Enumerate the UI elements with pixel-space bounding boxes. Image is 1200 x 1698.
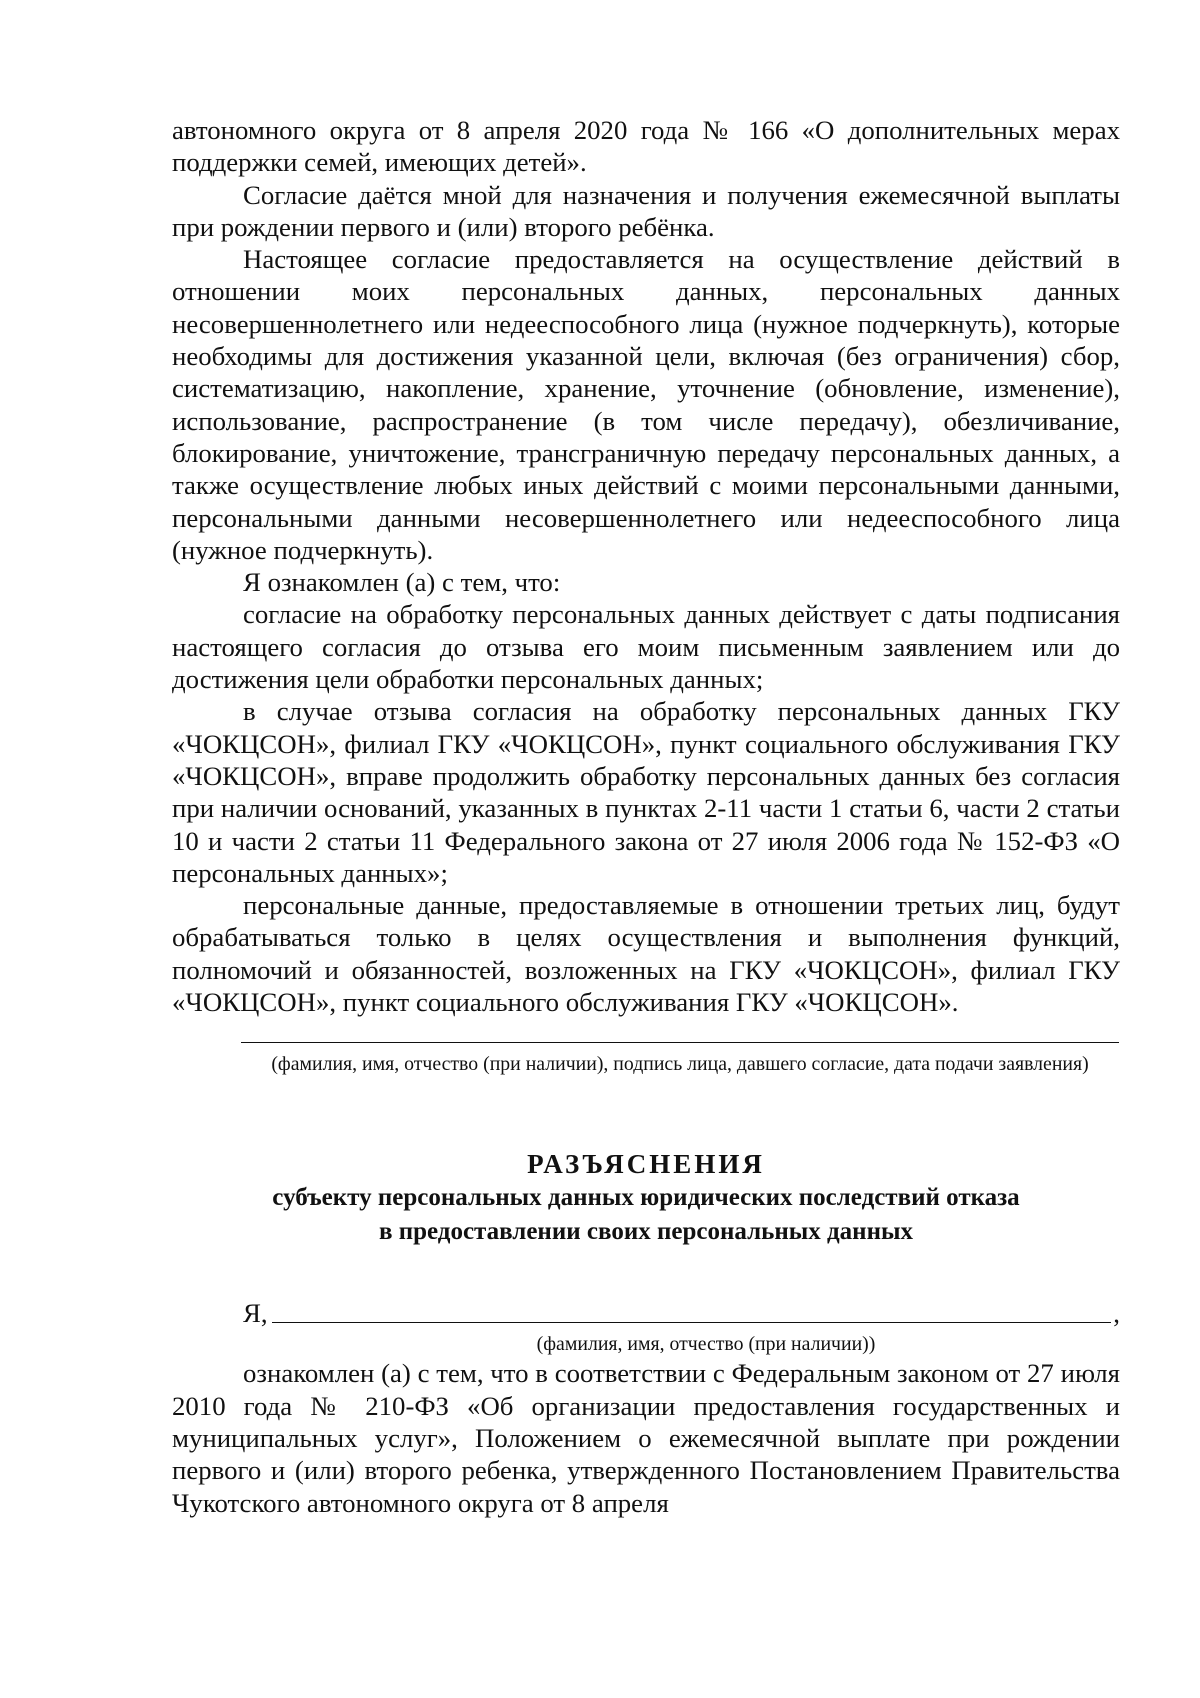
explanation-section <box>172 1147 1120 1518</box>
explanation-heading <box>172 1147 1120 1249</box>
applicant-name-blank <box>272 1322 1112 1323</box>
consent-paragraph: согласие на обработку персональных данных действует с даты подписания настоящего согласия до отзыва его моим письменным заявлением или до достижения цели обработки персональных данных; <box>172 599 1120 695</box>
explanation-paragraph: ознакомлен (а) с тем, что в соответствии с Федеральным законом от 27 июля 2010 года № 210-ФЗ «Об организации предоставления государственных и муниципальных услуг», Положением о ежемесячной выплате при рождении первого и (или) второго ребенка, утвержденного Постановлением Правительства Чукотского автономного округа от 8 апреля <box>172 1358 1120 1518</box>
signature-block <box>241 1042 1119 1077</box>
consent-paragraph: Согласие даётся мной для назначения и получения ежемесячной выплаты при рождении первого и (или) второго ребёнка. <box>172 179 1120 242</box>
consent-section <box>172 114 1120 1077</box>
document-title: РАЗЪЯСНЕНИЯ <box>527 1149 765 1180</box>
applicant-caption: (фамилия, имя, отчество (при наличии)) <box>536 1333 876 1356</box>
document-content <box>172 114 1120 1519</box>
consent-paragraph: Настоящее согласие предоставляется на осуществление действий в отношении моих персональных данных, персональных данных несовершеннолетнего или недееспособного лица (нужное подчеркнуть), которые необходимы для достижения указанной цели, включая (без ограничения) сбор, систематизацию, накопление, хранение, уточнение (обновление, изменение), использование, распространение (в том числе передачу), обезличивание, блокирование, уничтожение, трансграничную передачу персональных данных, а также осуществление любых иных действий с моими персональными данными, персональными данными несовершеннолетнего или недееспособного лица (нужное подчеркнуть). <box>172 244 1120 565</box>
consent-paragraph: Я ознакомлен (а) с тем, что: <box>243 567 561 598</box>
consent-paragraph: персональные данные, предоставляемые в отношении третьих лиц, будут обрабатываться только в целях осуществления и выполнения функций, полномочий и обязанностей, возложенных на ГКУ «ЧОКЦСОН», филиал ГКУ «ЧОКЦСОН», пункт социального обслуживания ГКУ «ЧОКЦСОН». <box>172 890 1120 1018</box>
document-subtitle-line-1: субъекту персональных данных юридических последствий отказа <box>272 1184 1020 1212</box>
document-subtitle-line-2: в предоставлении своих персональных данных <box>378 1218 913 1246</box>
signature-line <box>241 1042 1119 1043</box>
applicant-prefix: Я, <box>243 1298 268 1329</box>
applicant-suffix: , <box>1113 1298 1120 1329</box>
consent-paragraph: в случае отзыва согласия на обработку персональных данных ГКУ «ЧОКЦСОН», филиал ГКУ «ЧОКЦСОН», пункт социального обслуживания ГКУ «ЧОКЦСОН», вправе продолжить обработку персональных данных без согласия при наличии оснований, указанных в пунктах 2-11 части 1 статьи 6, части 2 статьи 10 и части 2 статьи 11 Федерального закона от 27 июля 2006 года № 152-ФЗ «О персональных данных»; <box>172 696 1120 888</box>
signature-caption: (фамилия, имя, отчество (при наличии), подпись лица, давшего согласие, дата подачи заявления) <box>271 1053 1089 1076</box>
applicant-name-row <box>172 1295 1120 1329</box>
consent-paragraph: автономного округа от 8 апреля 2020 года № 166 «О дополнительных мерах поддержки семей, имеющих детей». <box>172 115 1120 178</box>
